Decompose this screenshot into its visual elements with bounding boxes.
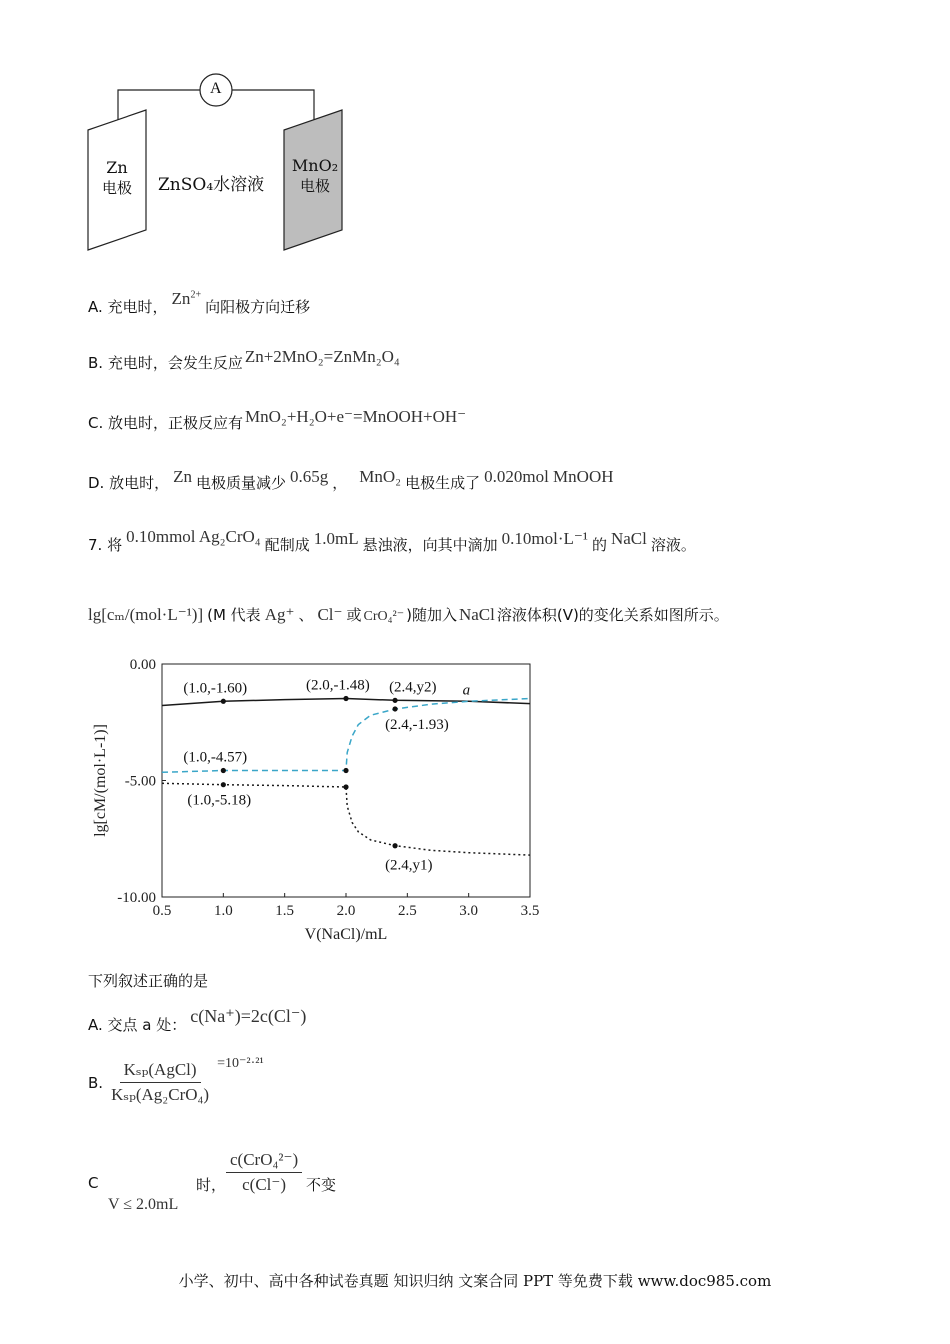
page-footer: 小学、初中、高中各种试卷真题 知识归纳 文案合同 PPT 等免费下载 www.doc985.com [178, 1272, 772, 1290]
q7-t1: 配制成 [264, 536, 310, 554]
q7-t4: 溶液。 [650, 536, 696, 554]
data-label-7: (1.0,-5.18) [187, 792, 252, 809]
data-label-5: (1.0,-4.57) [183, 749, 248, 766]
q6-b-label: B. 充电时，会发生反应 [88, 354, 243, 372]
q7-stem-line1 [88, 527, 696, 555]
q6-a-formula-sup: 2+ [190, 289, 202, 301]
q6-c-formula: MnO₂+H₂O+e⁻=MnOOH+OH⁻ [245, 407, 467, 426]
data-point-0 [221, 699, 226, 704]
q6-d-t1: 电极质量减少 [195, 474, 286, 492]
q7-a-formula: c(Na⁺)=2c(Cl⁻) [190, 1006, 307, 1026]
data-point-1 [343, 696, 348, 701]
q7-b-label: B. [88, 1073, 104, 1092]
q6-a-label: A. 充电时， [88, 298, 168, 316]
q7-ion-cro4: CrO₄²⁻ [363, 609, 405, 624]
y-tick-label-1: -5.00 [124, 773, 156, 790]
q7-number: 7. 将 [88, 536, 123, 554]
q7-b-denominator: Kₛₚ(Ag₂CrO₄) [111, 1085, 210, 1104]
q7-ion-ag: Ag⁺ [264, 605, 295, 624]
q6-d-t3: 电极生成了 [405, 474, 481, 492]
q7-line2-t2: )随加入 [406, 606, 457, 624]
y-tick-label-2: -10.00 [117, 890, 156, 906]
q7-c-t1: 时， [196, 1176, 227, 1194]
zn-electrode-label-1: Zn [106, 158, 128, 177]
x-tick-label-2: 1.5 [275, 903, 295, 919]
data-point-8 [343, 784, 348, 789]
q6-d-t2: ， [332, 474, 348, 492]
data-label-1: (2.0,-1.48) [306, 677, 370, 694]
q7-line2-t4: 溶液体积(V)的变化关系如图所示。 [496, 606, 729, 624]
mno2-electrode-label [285, 156, 345, 196]
data-label-3: a [462, 682, 471, 699]
q6-d-f4: 0.020mol MnOOH [484, 467, 614, 486]
q7-t3: 的 [591, 536, 607, 554]
q7-t2: 悬浊液，向其中滴加 [362, 536, 498, 554]
data-label-9: (2.4,y1) [385, 857, 433, 874]
q7-lg-formula: lg[cₘ/(mol·L⁻¹)] [88, 605, 204, 624]
data-label-4: (2.4,-1.93) [385, 716, 449, 733]
x-tick-label-5: 3.0 [459, 903, 479, 919]
q7-f2: 1.0mL [313, 529, 359, 548]
q7-c-fraction [226, 1150, 302, 1195]
x-tick-label-0: 0.5 [152, 903, 172, 919]
q6-a-rest: 向阳极方向迁移 [205, 298, 311, 316]
y-axis-label: lg[cM/(mol·L-1)] [92, 724, 109, 837]
x-tick-label-4: 2.5 [397, 903, 417, 919]
data-point-6 [343, 768, 348, 773]
q7-c-denominator: c(Cl⁻) [242, 1175, 287, 1194]
data-point-5 [221, 768, 226, 773]
q6-option-c [88, 407, 467, 433]
q7-c-label: C [88, 1174, 99, 1192]
q6-option-b [88, 347, 400, 373]
q6-d-f1: Zn [173, 467, 192, 486]
q6-d-f2: 0.65g [290, 467, 329, 486]
q7-line2-t1: (M 代表 [207, 606, 261, 624]
data-point-2 [392, 698, 397, 703]
q6-a-formula-base: Zn [171, 289, 191, 308]
q6-d-f3: MnO₂ [359, 467, 402, 486]
q6-option-d [88, 467, 614, 493]
data-label-0: (1.0,-1.60) [183, 680, 248, 697]
zn-electrode-label-2: 电极 [101, 179, 132, 197]
q7-c-condition: V ≤ 2.0mL [108, 1196, 179, 1213]
q7-f3: 0.10mol·L⁻¹ [501, 529, 588, 548]
electrolyte-label: ZnSO₄水溶液 [158, 175, 265, 195]
q7-f1: 0.10mmol Ag₂CrO₄ [126, 527, 261, 546]
q7-c-t2: 不变 [306, 1176, 337, 1194]
q7-b-rhs: =10⁻²·²¹ [217, 1056, 264, 1071]
zn-electrode-label [97, 158, 137, 198]
q7-b-fraction [107, 1060, 213, 1105]
lg-concentration-chart [80, 650, 560, 960]
x-tick-label-1: 1.0 [213, 903, 233, 919]
q7-option-a [88, 1006, 307, 1034]
q7-lead: 下列叙述正确的是 [88, 972, 209, 990]
q7-a-label: A. 交点 a 处： [88, 1016, 187, 1034]
q7-stem-line2 [88, 604, 729, 625]
data-point-9 [392, 843, 397, 848]
q7-line2-t3: NaCl [458, 605, 495, 624]
x-axis-label: V(NaCl)/mL [304, 926, 388, 943]
mno2-electrode-label-1: MnO₂ [291, 156, 339, 175]
q6-b-formula: Zn+2MnO₂=ZnMn₂O₄ [244, 347, 400, 366]
q7-ion-cl: Cl⁻ [317, 605, 343, 624]
ammeter-label: A [210, 80, 222, 97]
q7-f4: NaCl [610, 529, 647, 548]
data-point-7 [221, 782, 226, 787]
y-tick-label-0: 0.00 [129, 657, 156, 673]
q7-option-b [88, 1056, 264, 1105]
x-tick-label-3: 2.0 [336, 903, 356, 919]
q7-sep2: 或 [346, 606, 362, 624]
q7-b-numerator: Kₛₚ(AgCl) [120, 1060, 201, 1083]
data-point-4 [392, 706, 397, 711]
q6-d-label: D. 放电时， [88, 474, 170, 492]
q6-c-label: C. 放电时，正极反应有 [88, 414, 244, 432]
data-label-2: (2.4,y2) [389, 679, 437, 696]
q7-sep1: 、 [298, 606, 314, 624]
q7-c-numerator: c(CrO₄²⁻) [226, 1150, 302, 1173]
q6-option-a [88, 289, 311, 317]
mno2-electrode-label-2: 电极 [299, 177, 330, 195]
q6-a-formula [172, 289, 202, 309]
x-tick-label-6: 3.5 [520, 903, 540, 919]
